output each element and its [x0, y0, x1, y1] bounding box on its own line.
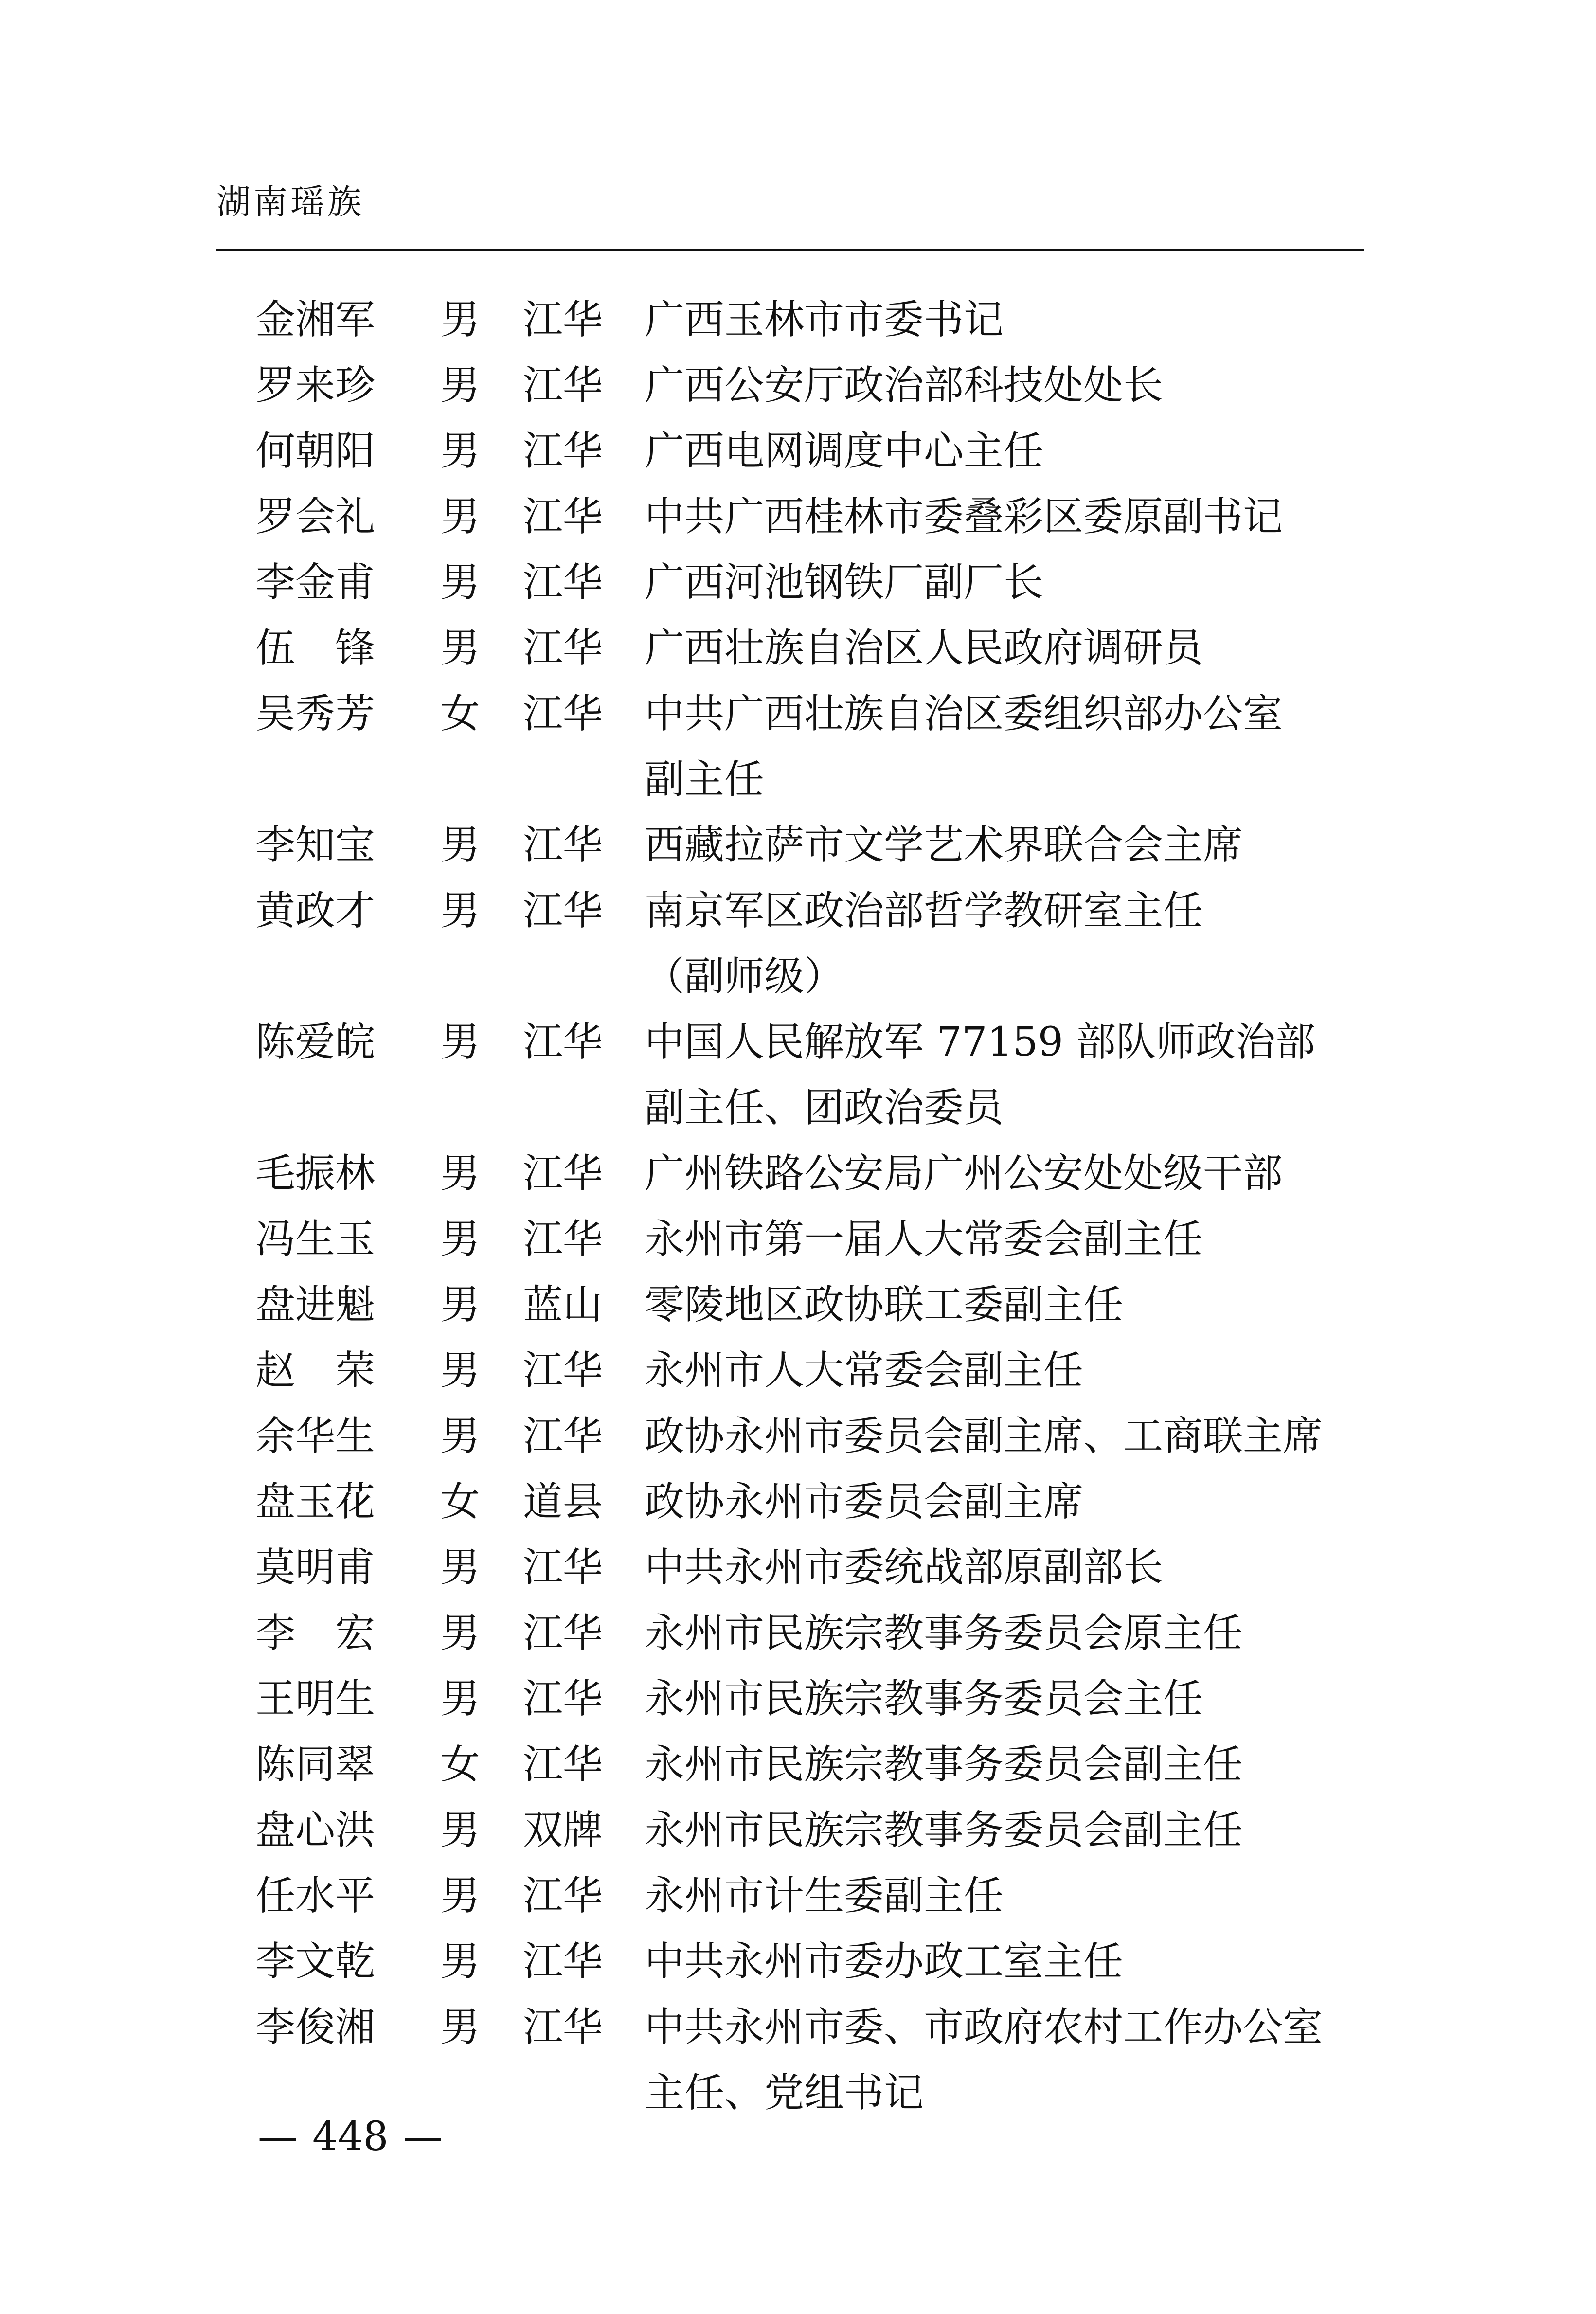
- entry-name: 何朝阳: [255, 428, 376, 474]
- entry-position: 永州市第一届人大常委会副主任: [645, 1216, 1203, 1262]
- entry-gender: 男: [440, 1216, 481, 1262]
- entry-name: 盘玉花: [255, 1479, 376, 1525]
- entry-gender: 男: [440, 1873, 481, 1919]
- entry-gender: 男: [440, 2004, 481, 2050]
- entry-hometown: 江华: [523, 1347, 603, 1394]
- entry-name: 李俊湘: [255, 2004, 376, 2050]
- entry-row: [0, 1732, 1596, 1797]
- entry-name: 李知宝: [255, 822, 376, 868]
- entry-row: [0, 353, 1596, 418]
- entry-name: 毛振林: [255, 1150, 376, 1197]
- entry-hometown: 江华: [523, 1873, 603, 1919]
- entry-position-continued: 副主任、团政治委员: [645, 1085, 1004, 1131]
- entry-name: 伍 锋: [255, 625, 376, 671]
- entry-row: [0, 1929, 1596, 1994]
- entry-position: 中共永州市委统战部原副部长: [645, 1544, 1164, 1591]
- entry-name: 王明生: [255, 1676, 376, 1722]
- entry-name: 黄政才: [255, 888, 376, 934]
- entry-name: 金湘军: [255, 297, 376, 343]
- entry-name: 陈同翠: [255, 1741, 376, 1788]
- entry-hometown: 江华: [523, 1413, 603, 1459]
- entry-row: [0, 1206, 1596, 1272]
- entry-row: [0, 681, 1596, 812]
- entry-row: [0, 1272, 1596, 1338]
- running-header-title: 湖南瑶族: [216, 182, 364, 222]
- entry-hometown: 江华: [523, 691, 603, 737]
- entry-hometown: 江华: [523, 1150, 603, 1197]
- entry-position: 中共永州市委、市政府农村工作办公室: [645, 2004, 1323, 2050]
- entry-position: 广西壮族自治区人民政府调研员: [645, 625, 1203, 671]
- entry-hometown: 双牌: [523, 1807, 603, 1853]
- entry-hometown: 江华: [523, 1676, 603, 1722]
- entry-hometown: 江华: [523, 559, 603, 606]
- entry-hometown: 江华: [523, 1610, 603, 1656]
- entry-name: 李文乾: [255, 1938, 376, 1985]
- entry-name: 任水平: [255, 1873, 376, 1919]
- entry-name: 盘进魁: [255, 1282, 376, 1328]
- entry-row: [0, 1403, 1596, 1469]
- entry-gender: 女: [440, 691, 481, 737]
- entry-name: 盘心洪: [255, 1807, 376, 1853]
- entry-hometown: 江华: [523, 362, 603, 409]
- entry-gender: 男: [440, 888, 481, 934]
- entry-position: 中共广西桂林市委叠彩区委原副书记: [645, 494, 1283, 540]
- entry-name: 李 宏: [255, 1610, 376, 1656]
- entry-hometown: 江华: [523, 297, 603, 343]
- entry-position: 零陵地区政协联工委副主任: [645, 1282, 1124, 1328]
- entry-position: 永州市民族宗教事务委员会副主任: [645, 1807, 1243, 1853]
- entry-row: [0, 878, 1596, 1009]
- entry-gender: 男: [440, 1413, 481, 1459]
- entry-gender: 男: [440, 1347, 481, 1394]
- entry-hometown: 江华: [523, 822, 603, 868]
- entry-hometown: 江华: [523, 1019, 603, 1065]
- entry-hometown: 蓝山: [523, 1282, 603, 1328]
- entry-gender: 男: [440, 559, 481, 606]
- entry-position: 永州市民族宗教事务委员会副主任: [645, 1741, 1243, 1788]
- entry-row: [0, 1994, 1596, 2126]
- entry-hometown: 江华: [523, 428, 603, 474]
- page-number-dash-right: —: [403, 2114, 443, 2160]
- entry-name: 吴秀芳: [255, 691, 376, 737]
- entry-list: [0, 287, 1596, 2126]
- entry-gender: 男: [440, 1282, 481, 1328]
- header-rule: [216, 249, 1364, 251]
- entry-position: 广西玉林市市委书记: [645, 297, 1004, 343]
- entry-gender: 男: [440, 428, 481, 474]
- entry-position-continued: （副师级）: [645, 953, 844, 1000]
- entry-position: 广州铁路公安局广州公安处处级干部: [645, 1150, 1283, 1197]
- entry-row: [0, 1338, 1596, 1403]
- entry-gender: 男: [440, 625, 481, 671]
- entry-position-continued: 副主任: [645, 756, 765, 803]
- entry-position: 永州市民族宗教事务委员会主任: [645, 1676, 1203, 1722]
- entry-row: [0, 1600, 1596, 1666]
- entry-position: 永州市计生委副主任: [645, 1873, 1004, 1919]
- entry-hometown: 道县: [523, 1479, 603, 1525]
- entry-position-continued: 主任、党组书记: [645, 2070, 924, 2116]
- entry-row: [0, 287, 1596, 353]
- entry-gender: 女: [440, 1741, 481, 1788]
- entry-hometown: 江华: [523, 625, 603, 671]
- entry-row: [0, 484, 1596, 550]
- entry-row: [0, 418, 1596, 484]
- entry-gender: 男: [440, 362, 481, 409]
- page-number-dash-left: —: [258, 2114, 298, 2160]
- entry-name: 赵 荣: [255, 1347, 376, 1394]
- entry-hometown: 江华: [523, 888, 603, 934]
- entry-gender: 男: [440, 494, 481, 540]
- entry-hometown: 江华: [523, 1741, 603, 1788]
- entry-position: 南京军区政治部哲学教研室主任: [645, 888, 1203, 934]
- entry-row: [0, 1797, 1596, 1863]
- entry-position: 西藏拉萨市文学艺术界联合会主席: [645, 822, 1243, 868]
- entry-row: [0, 1469, 1596, 1535]
- entry-position: 中国人民解放军 77159 部队师政治部: [645, 1019, 1315, 1065]
- entry-hometown: 江华: [523, 494, 603, 540]
- entry-gender: 男: [440, 1807, 481, 1853]
- entry-gender: 男: [440, 1610, 481, 1656]
- entry-position: 广西河池钢铁厂副厂长: [645, 559, 1044, 606]
- entry-position: 政协永州市委员会副主席、工商联主席: [645, 1413, 1323, 1459]
- entry-gender: 女: [440, 1479, 481, 1525]
- entry-row: [0, 1535, 1596, 1600]
- page-number: [243, 2114, 458, 2160]
- entry-position: 永州市民族宗教事务委员会原主任: [645, 1610, 1243, 1656]
- entry-gender: 男: [440, 1019, 481, 1065]
- entry-position: 永州市人大常委会副主任: [645, 1347, 1084, 1394]
- entry-hometown: 江华: [523, 1216, 603, 1262]
- entry-name: 陈爱皖: [255, 1019, 376, 1065]
- entry-row: [0, 812, 1596, 878]
- entry-name: 莫明甫: [255, 1544, 376, 1591]
- entry-hometown: 江华: [523, 1544, 603, 1591]
- entry-position: 政协永州市委员会副主席: [645, 1479, 1084, 1525]
- entry-position: 广西电网调度中心主任: [645, 428, 1044, 474]
- entry-name: 冯生玉: [255, 1216, 376, 1262]
- entry-name: 余华生: [255, 1413, 376, 1459]
- entry-position: 中共广西壮族自治区委组织部办公室: [645, 691, 1283, 737]
- entry-row: [0, 1009, 1596, 1141]
- entry-gender: 男: [440, 1938, 481, 1985]
- entry-row: [0, 550, 1596, 615]
- page-number-value: 448: [312, 2114, 389, 2160]
- entry-name: 罗会礼: [255, 494, 376, 540]
- entry-position: 中共永州市委办政工室主任: [645, 1938, 1124, 1985]
- entry-gender: 男: [440, 1676, 481, 1722]
- entry-name: 罗来珍: [255, 362, 376, 409]
- entry-row: [0, 1141, 1596, 1206]
- entry-row: [0, 1863, 1596, 1929]
- entry-gender: 男: [440, 297, 481, 343]
- entry-gender: 男: [440, 822, 481, 868]
- entry-row: [0, 1666, 1596, 1732]
- entry-row: [0, 615, 1596, 681]
- entry-position: 广西公安厅政治部科技处处长: [645, 362, 1164, 409]
- entry-hometown: 江华: [523, 2004, 603, 2050]
- entry-name: 李金甫: [255, 559, 376, 606]
- entry-hometown: 江华: [523, 1938, 603, 1985]
- entry-gender: 男: [440, 1544, 481, 1591]
- entry-gender: 男: [440, 1150, 481, 1197]
